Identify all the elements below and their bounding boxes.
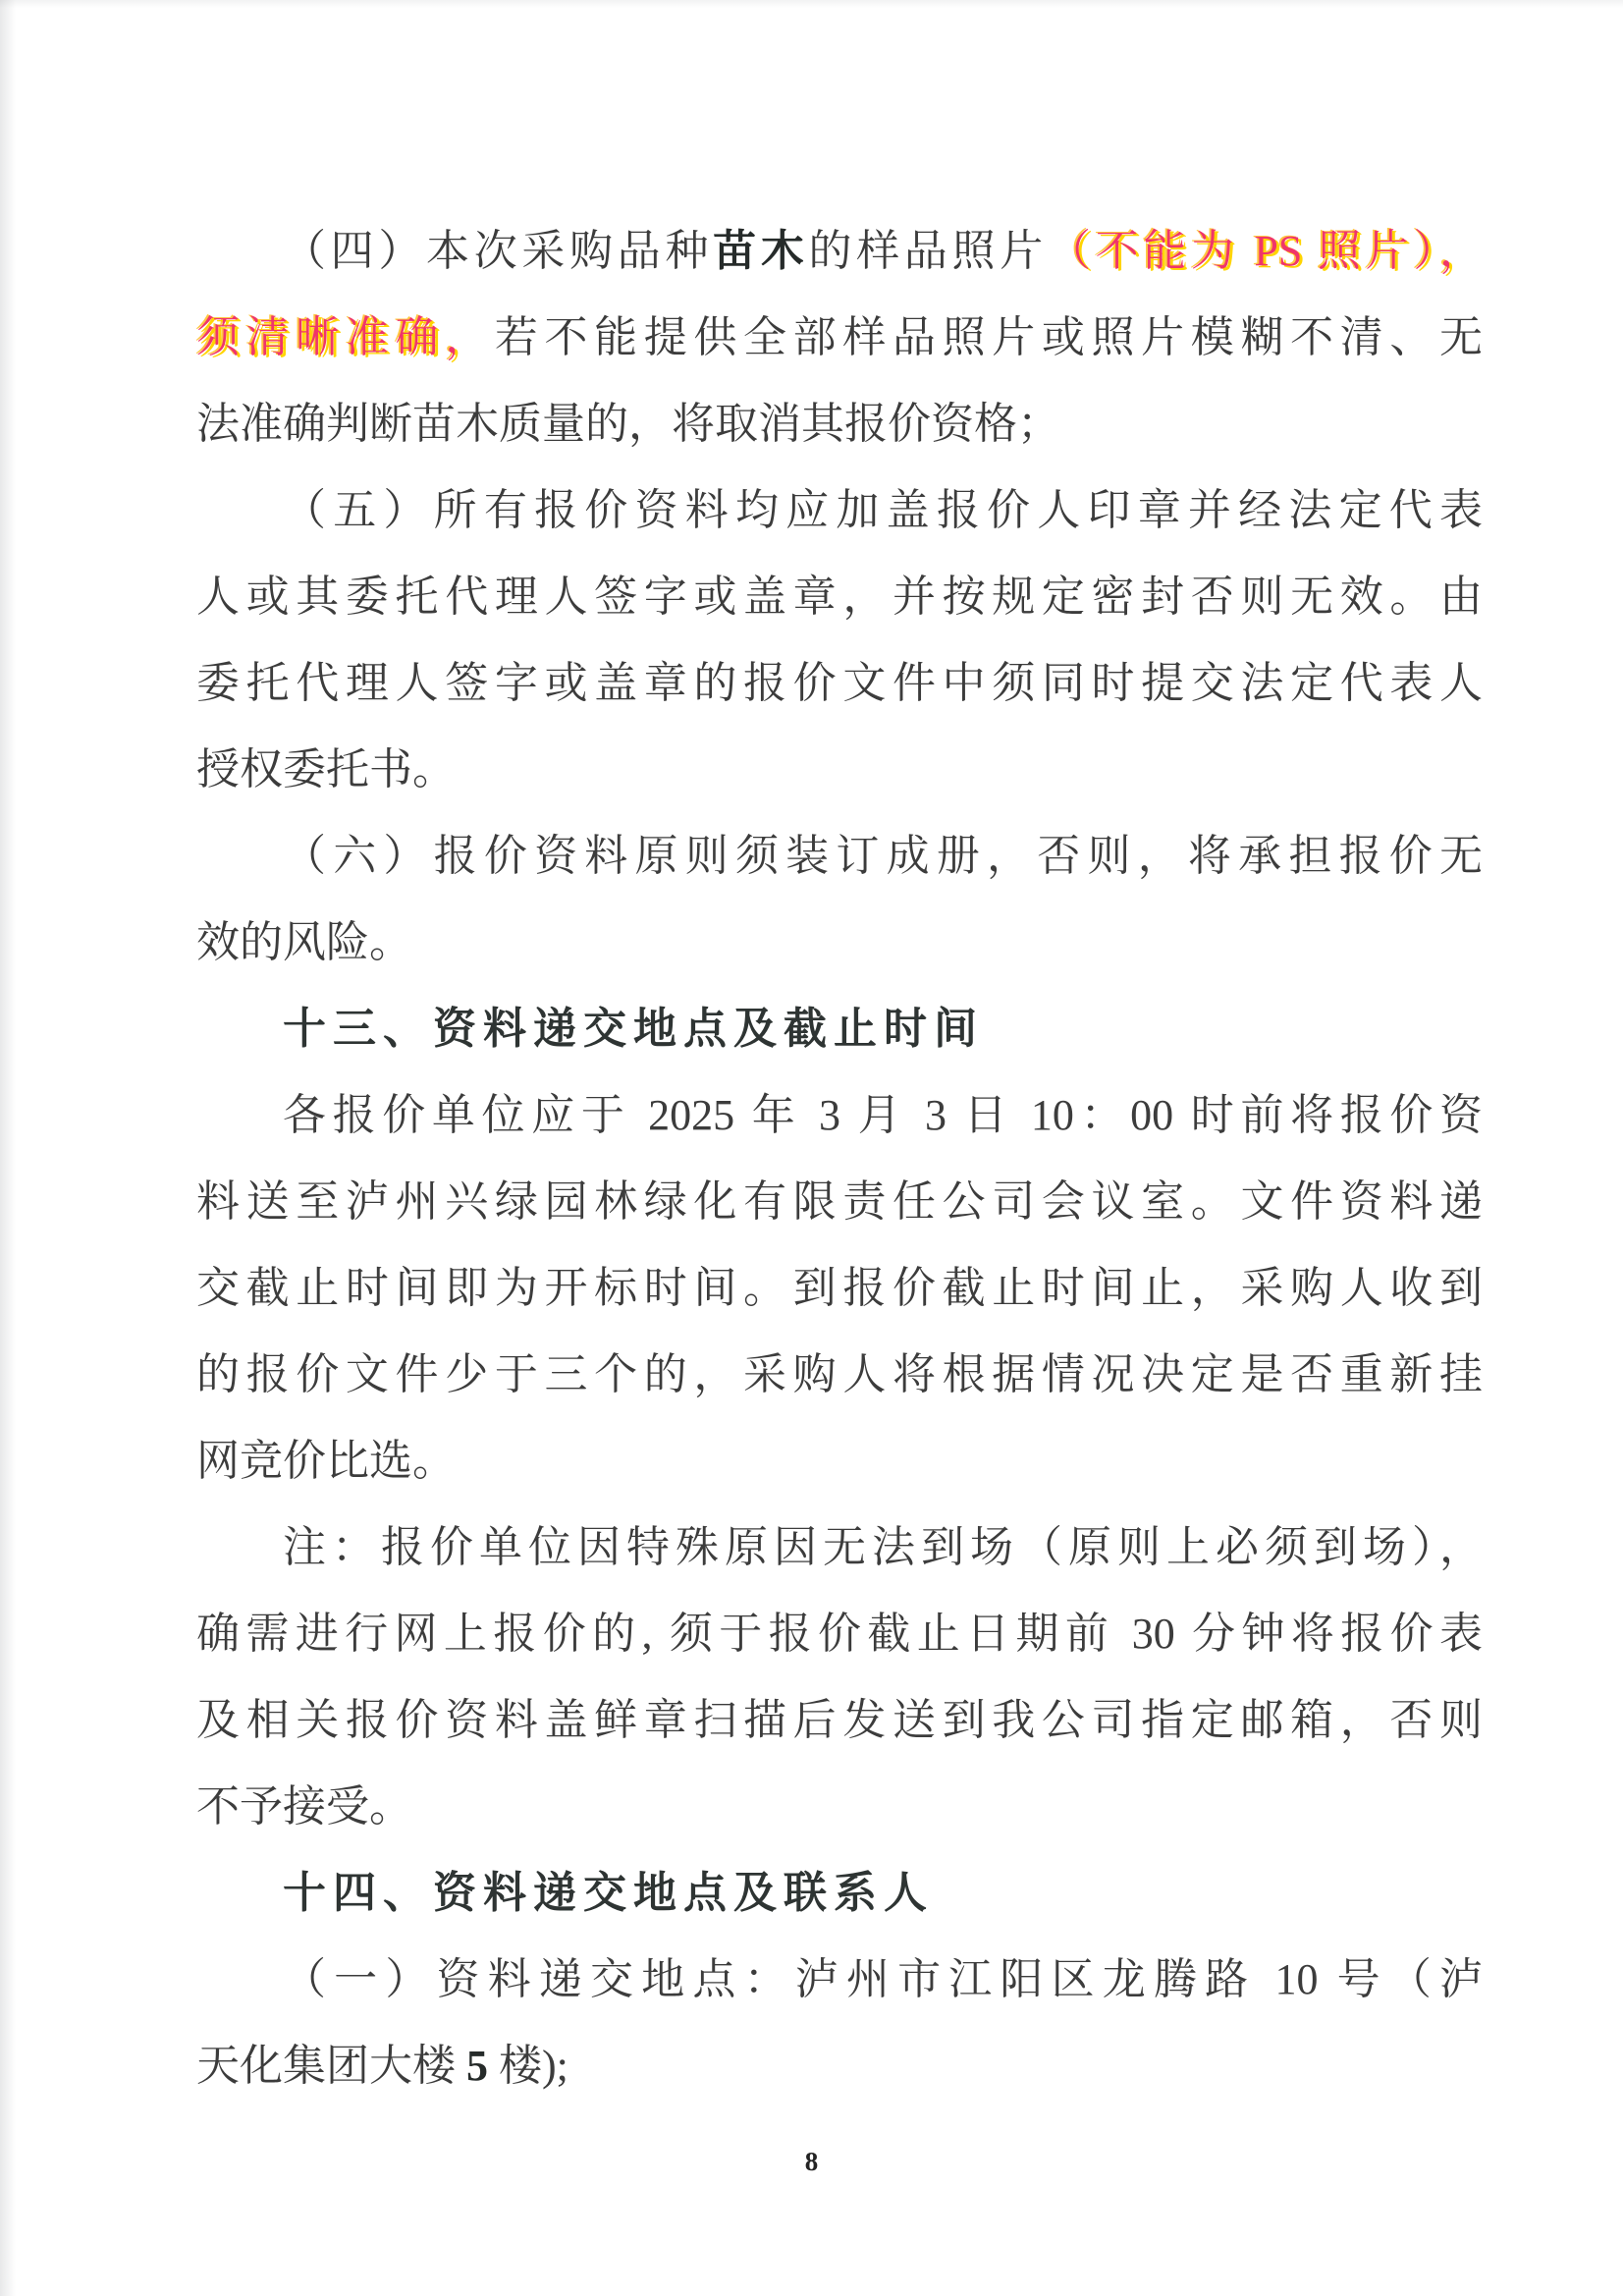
- text-run: 各报价单位应于 2025 年 3 月 3 日 10：00 时前将报价资: [283, 1091, 1483, 1139]
- text-line: [196, 813, 1483, 900]
- bold-text: 5: [466, 2042, 488, 2090]
- highlighted-red-text: 须清晰准确，: [196, 313, 495, 361]
- text-run: 法准确判断苗木质量的，将取消其报价资格；: [196, 400, 1060, 448]
- text-line: [196, 1159, 1483, 1245]
- text-run: 效的风险。: [196, 918, 412, 966]
- text-line: [196, 554, 1483, 640]
- text-run: 的报价文件少于三个的，采购人将根据情况决定是否重新挂: [196, 1350, 1483, 1398]
- text-line: [196, 727, 1483, 813]
- text-line: [196, 1332, 1483, 1418]
- text-run: 不予接受。: [196, 1782, 412, 1831]
- text-line: [196, 2023, 1483, 2109]
- text-line: [196, 1418, 1483, 1504]
- text-run: （五）所有报价资料均应加盖报价人印章并经法定代表: [283, 486, 1483, 534]
- text-run: 十四、资料递交地点及联系人: [283, 1869, 934, 1917]
- scan-edge-shadow: [0, 0, 1623, 8]
- text-run: 若不能提供全部样品照片或照片模糊不清、无: [494, 313, 1483, 361]
- text-line: [196, 1504, 1483, 1591]
- page-number: 8: [804, 2147, 819, 2176]
- text-line: [196, 900, 1483, 986]
- text-run: 授权委托书。: [196, 745, 456, 793]
- text-line: [196, 1245, 1483, 1332]
- section-heading: [196, 1850, 1483, 1937]
- text-run: （一）资料递交地点：泸州市江阳区龙腾路 10 号（泸: [283, 1955, 1483, 2003]
- text-run: 十三、资料递交地点及截止时间: [283, 1005, 984, 1053]
- text-run: 网竞价比选。: [196, 1437, 456, 1485]
- text-line: [196, 1764, 1483, 1850]
- text-run: 的样品照片: [808, 227, 1048, 275]
- text-run: 确需进行网上报价的, 须于报价截止日期前 30 分钟将报价表: [196, 1610, 1483, 1658]
- text-line: [196, 467, 1483, 554]
- text-run: 及相关报价资料盖鲜章扫描后发送到我公司指定邮箱，否则: [196, 1696, 1483, 1744]
- scan-edge-shadow: [0, 0, 16, 2296]
- text-line: [196, 1937, 1483, 2023]
- text-line: [196, 295, 1483, 381]
- text-run: 料送至泸州兴绿园林绿化有限责任公司会议室。文件资料递: [196, 1177, 1483, 1226]
- text-run: （四）本次采购品种: [283, 227, 714, 275]
- document-body: [196, 208, 1483, 2109]
- bold-text: 苗木: [713, 227, 809, 275]
- text-line: [196, 1072, 1483, 1159]
- text-run: 委托代理人签字或盖章的报价文件中须同时提交法定代表人: [196, 659, 1483, 707]
- text-run: 人或其委托代理人签字或盖章，并按规定密封否则无效。由: [196, 573, 1483, 621]
- highlighted-red-text: （不能为 PS 照片），: [1047, 227, 1483, 275]
- text-run: 楼);: [488, 2042, 568, 2090]
- text-run: 天化集团大楼: [196, 2042, 466, 2090]
- text-line: [196, 640, 1483, 727]
- text-line: [196, 208, 1483, 295]
- text-line: [196, 381, 1483, 467]
- text-run: 注：报价单位因特殊原因无法到场（原则上必须到场），: [283, 1523, 1483, 1571]
- section-heading: [196, 986, 1483, 1072]
- text-line: [196, 1591, 1483, 1677]
- text-run: （六）报价资料原则须装订成册，否则，将承担报价无: [283, 832, 1483, 880]
- text-line: [196, 1677, 1483, 1764]
- text-run: 交截止时间即为开标时间。到报价截止时间止，采购人收到: [196, 1264, 1483, 1312]
